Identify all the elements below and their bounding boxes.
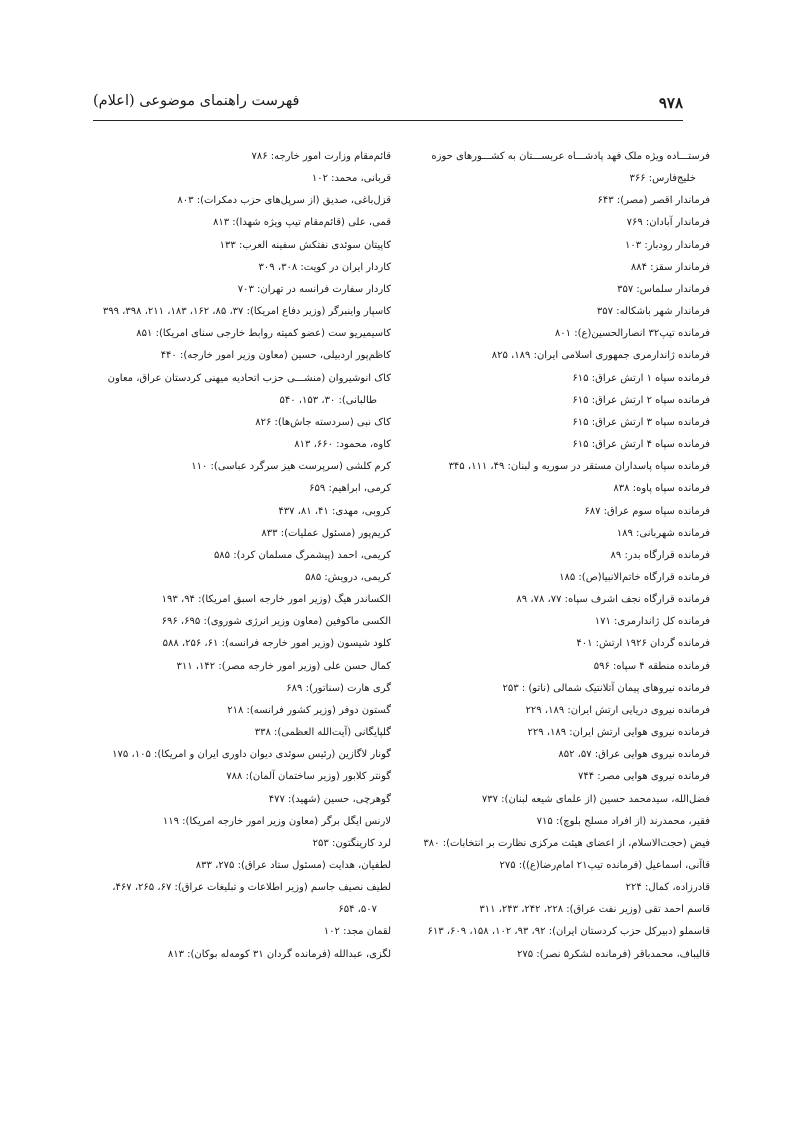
index-entry: کرم کلشی (سرپرست هیز سرگرد عباسی): ۱۱۰ [191, 461, 391, 473]
index-entry: فرمانده نیروی هوایی ارتش ایران: ۱۸۹، ۲۲۹ [527, 727, 710, 739]
index-entry: فرمانده نیروی هوایی مصر: ۷۴۴ [577, 771, 710, 783]
index-entry: کریمی، احمد (پیشمرگ مسلمان کرد): ۵۸۵ [213, 549, 391, 561]
index-entry: لگزی، عبدالله (فرمانده گردان ۳۱ کومه‌له بوکان): ۸۱۳ [167, 948, 391, 960]
running-title: فهرست راهنمای موضوعی (اعلام) [93, 93, 300, 109]
index-entry: فرمانده شهربانی: ۱۸۹ [616, 527, 710, 539]
index-entry: گونار لاگازین (رئیس سوئدی دیوان داوری ایران و امریکا): ۱۰۵، ۱۷۵ [112, 749, 391, 761]
index-entry: فرمانده کل ژاندارمری: ۱۷۱ [594, 616, 710, 628]
index-entry: لرد کارینگتون: ۲۵۳ [312, 837, 391, 849]
index-entry: فرمانده منطقه ۴ سپاه: ۵۹۶ [593, 660, 710, 672]
index-entry: کاسیمیریو ست (عضو کمیته روابط خارجی سنای امریکا): ۸۵۱ [136, 328, 391, 340]
index-entry: فرمانده سپاه ۳ ارتش عراق: ۶۱۵ [572, 416, 710, 428]
index-entry: فرماندار آبادان: ۷۶۹ [626, 217, 710, 229]
index-entry: فرمانده نیروی هوایی عراق: ۵۷، ۸۵۲ [558, 749, 710, 761]
index-entry: کاظم‌پور اردبیلی، حسین (معاون وزیر امور خارجه): ۴۴۰ [160, 350, 391, 362]
index-entry: کاک نبی (سردسته جاش‌ها): ۸۲۶ [255, 416, 391, 428]
index-entry: فرمانده سپاه پاسداران مستقر در سوریه و لبنان: ۴۹، ۱۱۱، ۳۴۵ [448, 461, 710, 473]
index-entry: گری هارت (سناتور): ۶۸۹ [286, 682, 391, 694]
index-entry: فیض (حجت‌الاسلام، از اعضای هیئت مرکزی نظارت بر انتخابات): ۳۸۰ [423, 837, 710, 849]
index-entry: فرمانده قرارگاه خاتم‌الانبیا(ص): ۱۸۵ [559, 571, 710, 583]
page-number: ۹۷۸ [658, 94, 683, 112]
index-entry-continuation: طالبانی): ۳۰، ۱۵۳، ۵۴۰ [279, 394, 377, 406]
index-entry: فرستـــاده ویژه ملک فهد پادشـــاه عربســـتان به کشـــورهای حوزه [431, 151, 710, 162]
index-entry: قربانی، محمد: ۱۰۲ [311, 173, 391, 185]
index-entry: فرمانده سپاه ۴ ارتش عراق: ۶۱۵ [572, 439, 710, 451]
index-entry: قالیباف، محمدباقر (فرمانده لشکر۵ نصر): ۲۷۵ [516, 948, 710, 960]
header-divider [93, 120, 683, 121]
index-entry: فرمانده سپاه ۱ ارتش عراق: ۶۱۵ [572, 372, 710, 384]
index-entry: کاک انوشیروان (منشـــی حزب اتحادیه میهنی کردستان عراق، معاون [107, 372, 391, 384]
index-entry: فرماندار شهر باشکاله: ۳۵۷ [596, 306, 710, 318]
index-entry-continuation: ۵۰۷، ۶۵۴ [338, 904, 377, 916]
index-entry: لقمان مجد: ۱۰۲ [323, 926, 391, 938]
index-entry: فرمانده قرارگاه بدر: ۸۹ [610, 549, 710, 561]
index-entry: فرمانده گردان ۱۹۲۶ ارتش: ۴۰۱ [576, 638, 710, 650]
page-header [93, 88, 683, 118]
index-entry: لطفیان، هدایت (مسئول ستاد عراق): ۲۷۵، ۸۳۳ [195, 860, 391, 871]
index-entry: کرمی، ابراهیم: ۶۵۹ [309, 483, 391, 495]
index-entry: فرمانده تیپ۳۲ انصارالحسین(ع): ۸۰۱ [554, 328, 710, 340]
index-entry: فرمانده سپاه ۲ ارتش عراق: ۶۱۵ [572, 394, 710, 406]
index-entry: گونتر کلابور (وزیر ساختمان آلمان): ۷۸۸ [226, 771, 391, 783]
index-entry: فقیر، محمدرند (از افراد مسلح بلوچ): ۷۱۵ [536, 815, 710, 827]
index-entry: گوهرچی، حسین (شهید): ۴۷۷ [268, 793, 391, 805]
index-entry: کلود شیسون (وزیر امور خارجه فرانسه): ۶۱، ۲۵۶، ۵۸۸ [162, 638, 391, 650]
index-entry: فرمانده سپاه سوم عراق: ۶۸۷ [584, 505, 710, 517]
index-entry: کمال حسن علی (وزیر امور خارجه مصر): ۱۴۲، ۳۱۱ [176, 660, 391, 672]
index-entry: فرماندار سلماس: ۳۵۷ [617, 283, 710, 295]
index-entry: فرمانده ژاندارمری جمهوری اسلامی ایران: ۱۸۹، ۸۲۵ [491, 350, 710, 362]
index-entry: فرمانده نیروی دریایی ارتش ایران: ۱۸۹، ۲۲۹ [525, 704, 710, 716]
index-entry: فرماندار سقز: ۸۸۴ [630, 261, 710, 273]
index-entry: کاردار سفارت فرانسه در تهران: ۷۰۳ [237, 283, 391, 295]
index-entry: قزل‌باغی، صدیق (از سرپل‌های حزب دمکرات): ۸۰۳ [177, 195, 391, 207]
index-entry: گستون دوفر (وزیر کشور فرانسه): ۲۱۸ [227, 704, 391, 716]
index-entry: الکساندر هیگ (وزیر امور خارجه اسبق امریکا): ۹۴، ۱۹۳ [161, 594, 391, 606]
index-entry: فرمانده نیروهای پیمان آتلانتیک شمالی (ناتو) : ۲۵۳ [502, 682, 710, 694]
index-entry: فرمانده سپاه پاوه: ۸۳۸ [613, 483, 710, 495]
index-entry: گلپایگانی (آیت‌الله العظمی): ۳۳۸ [254, 727, 391, 739]
index-entry: کاپیتان سوئدی نفتکش سفینه العرب: ۱۳۳ [219, 239, 391, 251]
index-entry: فرمانده قرارگاه نجف اشرف سپاه: ۷۷، ۷۸، ۸۹ [516, 594, 710, 606]
index-entry: کریمی، درویش: ۵۸۵ [305, 571, 391, 583]
index-entry: قاآنی، اسماعیل (فرمانده تیپ۲۱ امام‌رضا(ع)): ۲۷۵ [499, 860, 710, 871]
index-entry: الکسی ماکوفین (معاون وزیر انرژی شوروی): ۶۹۵، ۶۹۶ [161, 616, 391, 628]
index-column-left [93, 146, 391, 966]
index-entry: قمی، علی (قائم‌مقام تیپ ویژه شهدا): ۸۱۳ [212, 217, 391, 229]
index-entry: قائم‌مقام وزارت امور خارجه: ۷۸۶ [251, 151, 391, 162]
index-entry: قادرزاده، کمال: ۲۲۴ [625, 882, 710, 894]
index-entry: کاردار ایران در کویت: ۳۰۸، ۳۰۹ [258, 261, 391, 273]
index-entry: کریم‌پور (مسئول عملیات): ۸۳۳ [261, 527, 391, 539]
index-column-right [420, 146, 710, 966]
index-entry-continuation: خلیج‌فارس: ۳۶۶ [629, 173, 696, 185]
index-entry: کاسپار واینبرگر (وزیر دفاع امریکا): ۳۷، ۸۵، ۱۶۲، ۱۸۳، ۲۱۱، ۳۹۸، ۳۹۹ [102, 306, 391, 318]
index-entry: کاوه، محمود: ۶۶۰، ۸۱۳ [294, 439, 391, 451]
index-entry: قاسملو (دبیرکل حزب کردستان ایران): ۹۲، ۹۳، ۱۰۲، ۱۵۸، ۶۰۹، ۶۱۳ [427, 926, 710, 938]
index-entry: فرماندار اقصر (مصر): ۶۴۳ [597, 195, 710, 207]
index-entry: کروبی، مهدی: ۴۱، ۸۱، ۴۳۷ [278, 505, 391, 517]
index-entry: لطیف نصیف جاسم (وزیر اطلاعات و تبلیغات عراق): ۶۷، ۲۶۵، ۴۶۷، [112, 882, 391, 894]
index-entry: قاسم احمد تقی (وزیر نفت عراق): ۲۲۸، ۲۴۲، ۲۴۳، ۳۱۱ [479, 904, 710, 916]
index-entry: فرماندار رودبار: ۱۰۳ [625, 239, 710, 251]
index-entry: فضل‌الله، سیدمحمد حسین (از علمای شیعه لبنان): ۷۳۷ [481, 793, 710, 805]
index-entry: لارنس ایگل برگر (معاون وزیر امور خارجه امریکا): ۱۱۹ [162, 815, 391, 827]
